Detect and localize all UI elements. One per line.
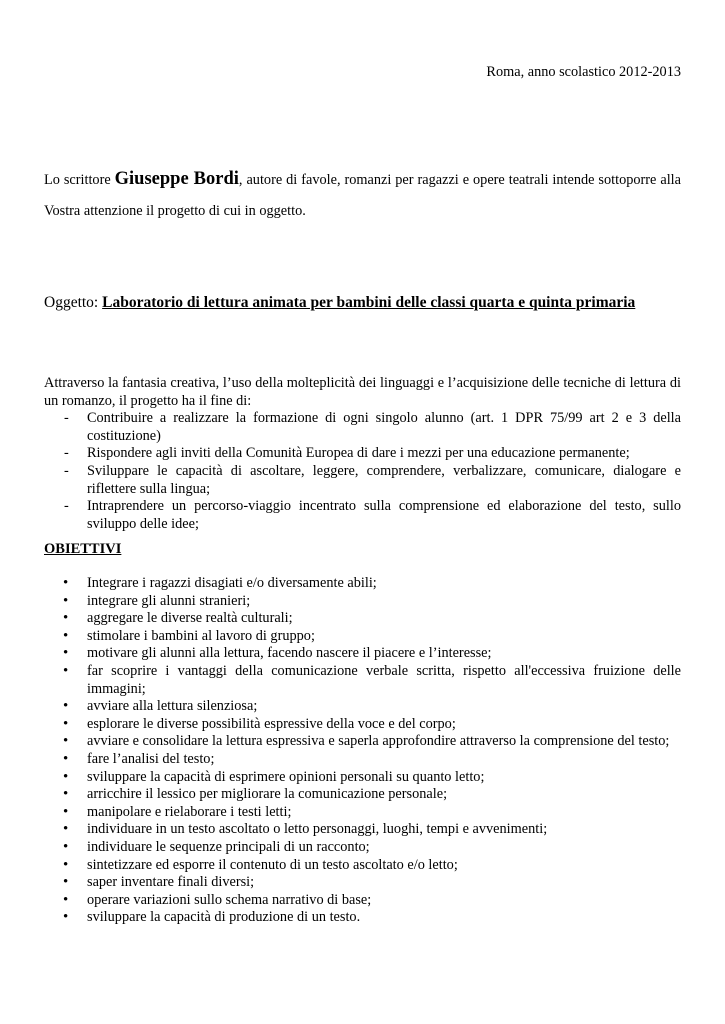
purpose-list (44, 410, 681, 533)
objective-item: • Integrare i ragazzi disagiati e/o diversamente abili; (44, 575, 681, 593)
objective-item: • far scoprire i vantaggi della comunicazione verbale scritta, rispetto all'eccessiva fruizione delle immagini; (44, 663, 681, 698)
subject-line (44, 294, 635, 312)
objective-item: • avviare e consolidare la lettura espressiva e saperla approfondire attraverso la comprensione del testo; (44, 733, 681, 751)
purpose-item: - Intraprendere un percorso-viaggio incentrato sulla comprensione ed elaborazione del testo, sullo sviluppo delle idee; (44, 498, 681, 533)
objectives-list (44, 575, 681, 927)
intro-paragraph (44, 164, 681, 227)
purpose-section (44, 375, 681, 533)
author-name: Giuseppe Bordi (114, 169, 239, 189)
intro-prefix: Lo scrittore (44, 172, 115, 188)
objective-item: • fare l’analisi del testo; (44, 751, 681, 769)
objective-item: • motivare gli alunni alla lettura, facendo nascere il piacere e l’interesse; (44, 645, 681, 663)
purpose-item: - Sviluppare le capacità di ascoltare, leggere, comprendere, verbalizzare, comunicare, dialogare e riflettere sulla lingua; (44, 463, 681, 498)
objective-item: • operare variazioni sullo schema narrativo di base; (44, 892, 681, 910)
objective-item: • esplorare le diverse possibilità espressive della voce e del corpo; (44, 716, 681, 734)
objectives-heading: OBIETTIVI (44, 541, 122, 557)
objective-item: • arricchire il lessico per migliorare la comunicazione personale; (44, 786, 681, 804)
subject-title: Laboratorio di lettura animata per bambini delle classi quarta e quinta primaria (102, 294, 636, 311)
purpose-item: - Contribuire a realizzare la formazione di ogni singolo alunno (art. 1 DPR 75/99 art 2 e 3 della costituzione) (44, 410, 681, 445)
purpose-item: - Rispondere agli inviti della Comunità Europea di dare i mezzi per una educazione permanente; (44, 445, 681, 463)
objective-item: • integrare gli alunni stranieri; (44, 593, 681, 611)
objective-item: • stimolare i bambini al lavoro di gruppo; (44, 628, 681, 646)
purpose-text: Attraverso la fantasia creativa, l’uso della molteplicità dei linguaggi e l’acquisizione delle tecniche di lettura di un romanzo, il progetto ha il fine di: (44, 375, 681, 409)
objective-item: • sviluppare la capacità di esprimere opinioni personali su quanto letto; (44, 769, 681, 787)
objective-item: • avviare alla lettura silenziosa; (44, 698, 681, 716)
objective-item: • sintetizzare ed esporre il contenuto di un testo ascoltato e/o letto; (44, 857, 681, 875)
objective-item: • individuare le sequenze principali di un racconto; (44, 839, 681, 857)
objective-item: • manipolare e rielaborare i testi letti; (44, 804, 681, 822)
date-line: Roma, anno scolastico 2012-2013 (486, 64, 681, 80)
subject-label: Oggetto: (44, 294, 103, 311)
objective-item: • saper inventare finali diversi; (44, 874, 681, 892)
objective-item: • sviluppare la capacità di produzione di un testo. (44, 909, 681, 927)
objective-item: • individuare in un testo ascoltato o letto personaggi, luoghi, tempi e avvenimenti; (44, 821, 681, 839)
objective-item: • aggregare le diverse realtà culturali; (44, 610, 681, 628)
intro-suffix: , autore di favole, romanzi per ragazzi e opere teatrali intende sottoporre alla Vostra attenzione il progetto di cui in oggetto. (44, 172, 682, 219)
